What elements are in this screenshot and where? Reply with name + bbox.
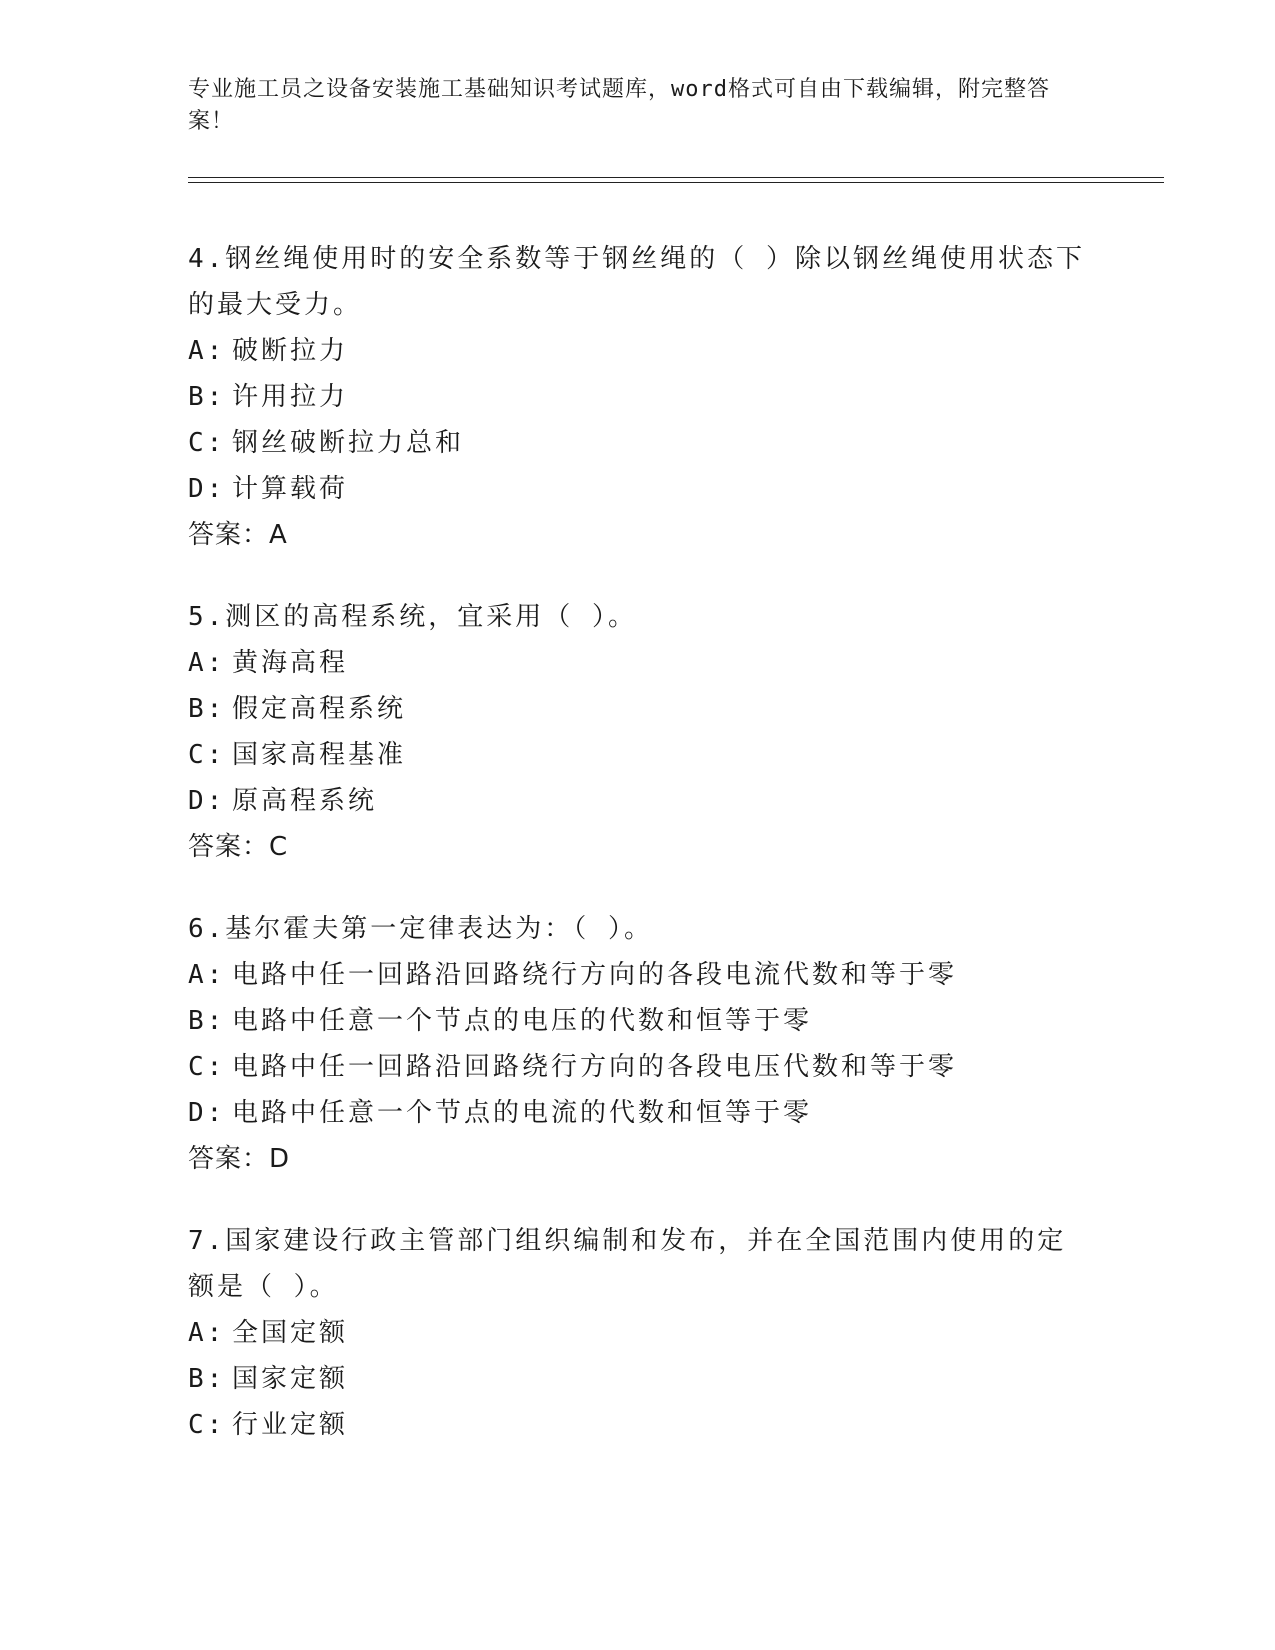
option-d bbox=[188, 466, 1088, 512]
option-text: 计算载荷 bbox=[232, 474, 349, 504]
option-key: A: bbox=[188, 960, 226, 990]
option-d bbox=[188, 778, 1088, 824]
option-text: 钢丝破断拉力总和 bbox=[232, 428, 465, 458]
option-key: B: bbox=[188, 1006, 226, 1036]
option-key: C: bbox=[188, 428, 226, 458]
option-b bbox=[188, 1356, 1088, 1402]
answer-line: 答案：D bbox=[188, 1144, 291, 1174]
option-c bbox=[188, 1044, 1088, 1090]
option-text: 假定高程系统 bbox=[232, 694, 407, 724]
option-key: D: bbox=[188, 786, 226, 816]
option-c bbox=[188, 420, 1088, 466]
answer-line: 答案：C bbox=[188, 832, 289, 862]
option-key: C: bbox=[188, 1410, 226, 1440]
option-c bbox=[188, 732, 1088, 778]
option-a bbox=[188, 952, 1088, 998]
option-text: 电路中任一回路沿回路绕行方向的各段电流代数和等于零 bbox=[232, 960, 958, 990]
question-5 bbox=[188, 594, 1088, 870]
option-text: 原高程系统 bbox=[232, 786, 378, 816]
header-divider-bottom bbox=[188, 182, 1164, 183]
option-key: B: bbox=[188, 1364, 226, 1394]
option-text: 黄海高程 bbox=[232, 648, 349, 678]
option-text: 破断拉力 bbox=[232, 336, 349, 366]
question-stem: 5.测区的高程系统，宜采用（ ）。 bbox=[188, 602, 637, 632]
option-text: 全国定额 bbox=[232, 1318, 349, 1348]
question-stem: 7.国家建设行政主管部门组织编制和发布，并在全国范围内使用的定额是（ ）。 bbox=[188, 1226, 1067, 1302]
option-a bbox=[188, 1310, 1088, 1356]
option-b bbox=[188, 374, 1088, 420]
option-d bbox=[188, 1090, 1088, 1136]
option-text: 电路中任意一个节点的电流的代数和恒等于零 bbox=[232, 1098, 813, 1128]
question-stem: 4.钢丝绳使用时的安全系数等于钢丝绳的（ ）除以钢丝绳使用状态下的最大受力。 bbox=[188, 244, 1085, 320]
option-text: 国家高程基准 bbox=[232, 740, 407, 770]
option-key: B: bbox=[188, 382, 226, 412]
header-divider-top bbox=[188, 177, 1164, 178]
option-b bbox=[188, 998, 1088, 1044]
option-b bbox=[188, 686, 1088, 732]
question-6 bbox=[188, 906, 1088, 1182]
option-a bbox=[188, 328, 1088, 374]
question-stem: 6.基尔霍夫第一定律表达为：（ ）。 bbox=[188, 914, 653, 944]
option-text: 电路中任意一个节点的电压的代数和恒等于零 bbox=[232, 1006, 813, 1036]
question-4 bbox=[188, 236, 1088, 558]
option-text: 国家定额 bbox=[232, 1364, 349, 1394]
option-key: A: bbox=[188, 648, 226, 678]
option-key: D: bbox=[188, 474, 226, 504]
option-text: 电路中任一回路沿回路绕行方向的各段电压代数和等于零 bbox=[232, 1052, 958, 1082]
option-key: C: bbox=[188, 740, 226, 770]
option-key: A: bbox=[188, 1318, 226, 1348]
option-key: C: bbox=[188, 1052, 226, 1082]
option-text: 许用拉力 bbox=[232, 382, 349, 412]
document-header: 专业施工员之设备安装施工基础知识考试题库，word格式可自由下载编辑，附完整答案！ bbox=[188, 77, 1050, 134]
option-text: 行业定额 bbox=[232, 1410, 349, 1440]
option-a bbox=[188, 640, 1088, 686]
question-7 bbox=[188, 1218, 1088, 1448]
option-c bbox=[188, 1402, 1088, 1448]
option-key: A: bbox=[188, 336, 226, 366]
option-key: B: bbox=[188, 694, 226, 724]
question-list bbox=[188, 236, 1088, 1484]
answer-line: 答案：A bbox=[188, 520, 288, 550]
option-key: D: bbox=[188, 1098, 226, 1128]
